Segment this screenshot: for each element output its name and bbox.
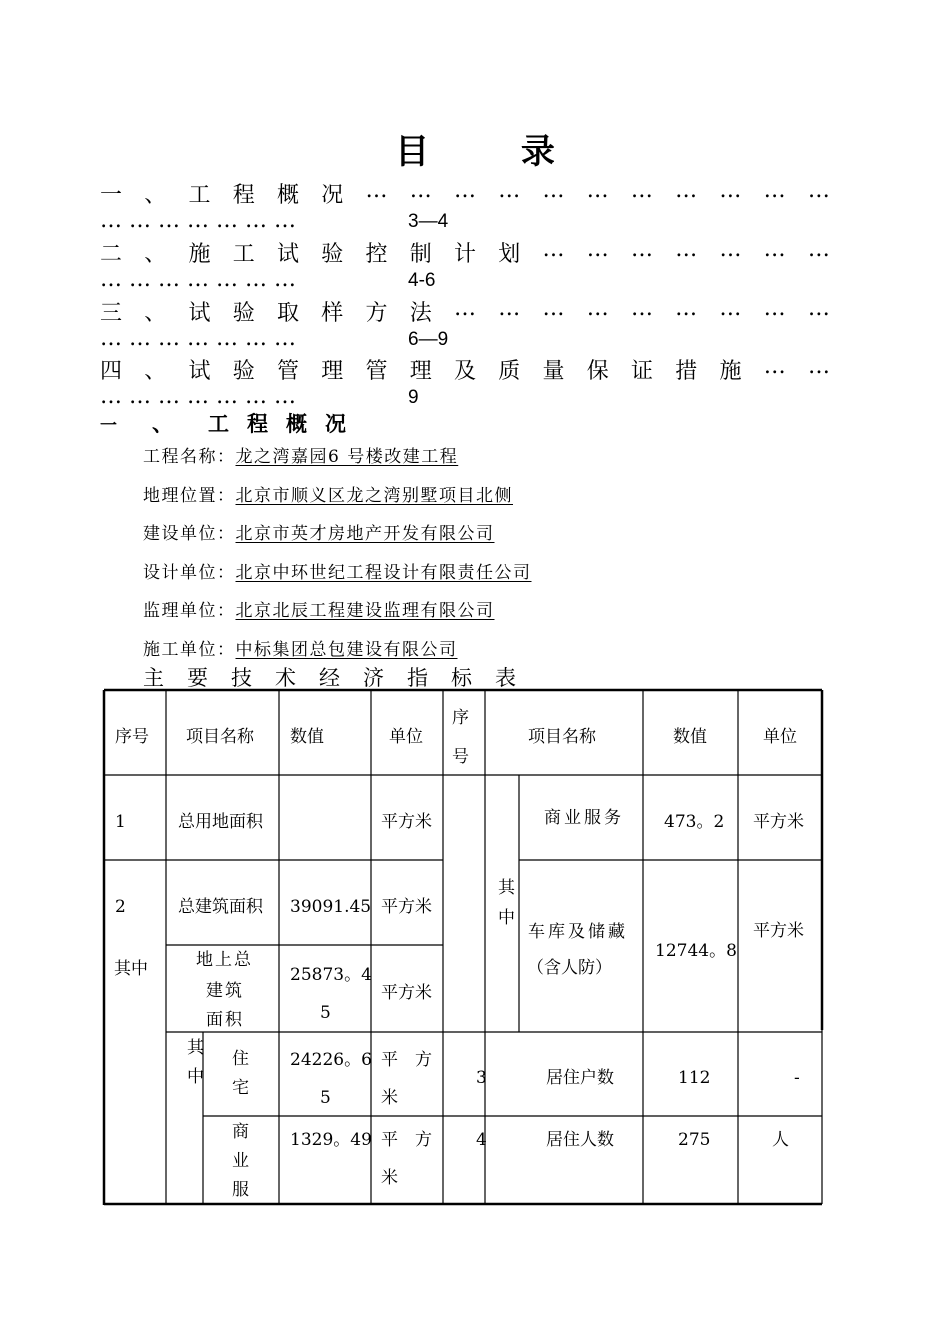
right-row2-unit: 平方米 [753, 921, 804, 941]
toc-leader: … [719, 237, 742, 262]
toc-leader: … [542, 178, 565, 203]
toc-title-char: 样 [321, 301, 344, 326]
right-row1-value: 473。2 [664, 812, 725, 832]
row2-seq: 2 [115, 897, 126, 917]
header-value: 数值 [290, 727, 324, 747]
toc-leader: … [807, 178, 830, 203]
right-row1-name: 商业服务 [544, 808, 624, 828]
toc-leader: … [763, 296, 786, 321]
section-number: 一 [100, 416, 117, 436]
toc-separator: 、 [144, 301, 167, 326]
right-row4-value: 275 [678, 1130, 711, 1150]
info-label: 地理位置： [143, 486, 236, 506]
toc-leader: … [675, 178, 698, 203]
info-label: 工程名称： [143, 447, 236, 467]
right-row3-value: 112 [678, 1068, 711, 1088]
info-label: 施工单位： [143, 640, 236, 660]
toc-leader: … [630, 237, 653, 262]
row2-name: 总建筑面积 [178, 897, 263, 917]
toc-title-char: 制 [409, 242, 432, 267]
row3-name-c: 面积 [206, 1010, 244, 1030]
toc-title-char: 况 [321, 183, 344, 208]
header-value2: 数值 [673, 727, 707, 747]
row2-unit: 平方米 [381, 897, 432, 917]
row5-value: 1329。49 [290, 1130, 372, 1150]
info-label: 设计单位： [143, 563, 236, 583]
row5-name-a: 商 [232, 1122, 249, 1142]
toc-title-char: 试 [188, 359, 211, 384]
toc-page-number: 3—4 [408, 211, 449, 232]
row1-seq: 1 [115, 812, 126, 832]
row3-seq: 其中 [114, 959, 148, 979]
toc-leader: … [807, 237, 830, 262]
row3-unit: 平方米 [381, 983, 432, 1003]
right-row1-unit: 平方米 [753, 812, 804, 832]
toc-title-char: 理 [409, 359, 432, 384]
table-title: 主要技术经济指标表 [143, 666, 539, 690]
toc-title-char: 取 [277, 301, 300, 326]
row5-name-b: 业 [232, 1151, 249, 1171]
toc-page-number: 4-6 [408, 270, 436, 291]
section-title: 工程概况 [208, 411, 364, 436]
toc-leader: … [719, 178, 742, 203]
toc-title-char: 程 [232, 183, 255, 208]
toc-title-char: 验 [321, 242, 344, 267]
toc-title-char: 法 [409, 301, 432, 326]
row3-name-a: 地上总 [196, 950, 253, 970]
toc-page-number: 6—9 [408, 329, 449, 350]
toc-leader: … [763, 178, 786, 203]
right-row4-seq: 4 [476, 1130, 487, 1150]
toc-leader: … [675, 237, 698, 262]
toc-title-char: 施 [719, 359, 742, 384]
toc-title-char: 施 [188, 242, 211, 267]
row4-unit-a: 平 方 [381, 1050, 432, 1070]
toc-title-char: 验 [232, 359, 255, 384]
toc-leader: … [630, 178, 653, 203]
toc-title-char: 管 [277, 359, 300, 384]
toc-title-char: 保 [586, 359, 609, 384]
right-row3-name: 居住户数 [546, 1068, 614, 1088]
right-row3-unit: - [794, 1068, 800, 1088]
row5-name-c: 服 [232, 1180, 249, 1200]
right-row2-name-b: （含人防） [527, 958, 612, 978]
right-row3-seq: 3 [476, 1068, 487, 1088]
toc-leader: ………………… [100, 208, 303, 233]
toc-title-char: 方 [365, 301, 388, 326]
toc-leader: … [365, 178, 388, 203]
header-unit2: 单位 [763, 727, 797, 747]
toc-title-char: 工 [188, 183, 211, 208]
toc-title-char: 试 [188, 301, 211, 326]
row1-unit: 平方米 [381, 812, 432, 832]
row4-name-a: 住 [232, 1049, 249, 1069]
toc-leader: … [542, 296, 565, 321]
toc-leader: ………………… [100, 384, 303, 409]
toc-leader: … [630, 296, 653, 321]
toc-number: 三 [100, 301, 123, 326]
toc-number: 一 [100, 183, 123, 208]
row5-unit-b: 米 [381, 1168, 398, 1188]
toc-leader: … [807, 354, 830, 379]
toc-separator: 、 [144, 183, 167, 208]
toc-title-char: 证 [631, 359, 654, 384]
toc-leader: … [542, 237, 565, 262]
row4-qz-b: 中 [187, 1067, 204, 1087]
toc-title-char: 试 [277, 242, 300, 267]
toc-title-char: 管 [365, 359, 388, 384]
info-value: 北京市英才房地产开发有限公司 [235, 524, 495, 544]
toc-title-char: 概 [277, 183, 300, 208]
info-value: 中标集团总包建设有限公司 [235, 640, 458, 660]
toc-leader: ………………… [100, 326, 303, 351]
right-qz-b: 中 [498, 908, 515, 928]
toc-leader: … [498, 178, 521, 203]
toc-title-char: 计 [454, 242, 477, 267]
info-label: 监理单位： [143, 601, 236, 621]
row1-name: 总用地面积 [178, 812, 263, 832]
header-unit: 单位 [389, 727, 423, 747]
row5-unit-a: 平 方 [381, 1130, 432, 1150]
row4-qz-a: 其 [187, 1038, 204, 1058]
toc-leader: … [409, 178, 432, 203]
info-value: 北京中环世纪工程设计有限责任公司 [235, 563, 532, 583]
toc-leader: … [454, 296, 476, 321]
info-value: 北京北辰工程建设监理有限公司 [235, 601, 495, 621]
toc-title: 目 录 [395, 132, 595, 172]
header-name: 项目名称 [186, 727, 254, 747]
toc-leader: … [807, 296, 830, 321]
info-label: 建设单位： [143, 524, 236, 544]
toc-title-char: 量 [542, 359, 565, 384]
row3-name-b: 建筑 [206, 981, 244, 1001]
info-value: 龙之湾嘉园6 号楼改建工程 [235, 447, 459, 467]
toc-title-char: 控 [365, 242, 388, 267]
right-row4-name: 居住人数 [546, 1130, 614, 1150]
toc-leader: … [675, 296, 698, 321]
row3-value-a: 25873。4 [290, 965, 372, 985]
toc-leader: … [719, 296, 742, 321]
toc-title-char: 及 [454, 359, 477, 384]
toc-title-char: 工 [232, 242, 255, 267]
toc-title-char: 质 [498, 359, 521, 384]
toc-leader: … [763, 354, 786, 379]
row2-value: 39091.45 [290, 897, 372, 917]
toc-title-char: 措 [675, 359, 698, 384]
header-seq2-a: 序 [452, 708, 469, 728]
toc-title-char: 理 [321, 359, 344, 384]
toc-leader: ………………… [100, 267, 303, 292]
right-row4-unit: 人 [772, 1130, 789, 1150]
row4-value-b: 5 [320, 1088, 331, 1108]
row4-unit-b: 米 [381, 1088, 398, 1108]
toc-leader: … [586, 178, 609, 203]
toc-separator: 、 [144, 359, 167, 384]
toc-leader: … [453, 178, 476, 203]
toc-leader: … [763, 237, 786, 262]
row3-value-b: 5 [320, 1003, 331, 1023]
right-qz-a: 其 [498, 878, 515, 898]
toc-title-char: 划 [498, 242, 521, 267]
toc-page-number: 9 [408, 387, 419, 408]
row4-value-a: 24226。6 [290, 1050, 372, 1070]
toc-title-char: 验 [232, 301, 255, 326]
toc-number: 二 [100, 242, 123, 267]
section-separator: 、 [152, 411, 173, 436]
right-row2-name-a: 车库及储藏 [528, 922, 628, 942]
row4-name-b: 宅 [232, 1078, 249, 1098]
header-name2: 项目名称 [528, 727, 596, 747]
info-value: 北京市顺义区龙之湾别墅项目北侧 [235, 486, 513, 506]
header-seq2-b: 号 [452, 747, 469, 767]
header-seq: 序号 [115, 727, 149, 747]
toc-leader: … [586, 296, 609, 321]
toc-leader: … [586, 237, 609, 262]
toc-leader: … [498, 296, 521, 321]
right-row2-value: 12744。8 [655, 941, 737, 961]
toc-number: 四 [100, 359, 123, 384]
toc-separator: 、 [144, 242, 167, 267]
